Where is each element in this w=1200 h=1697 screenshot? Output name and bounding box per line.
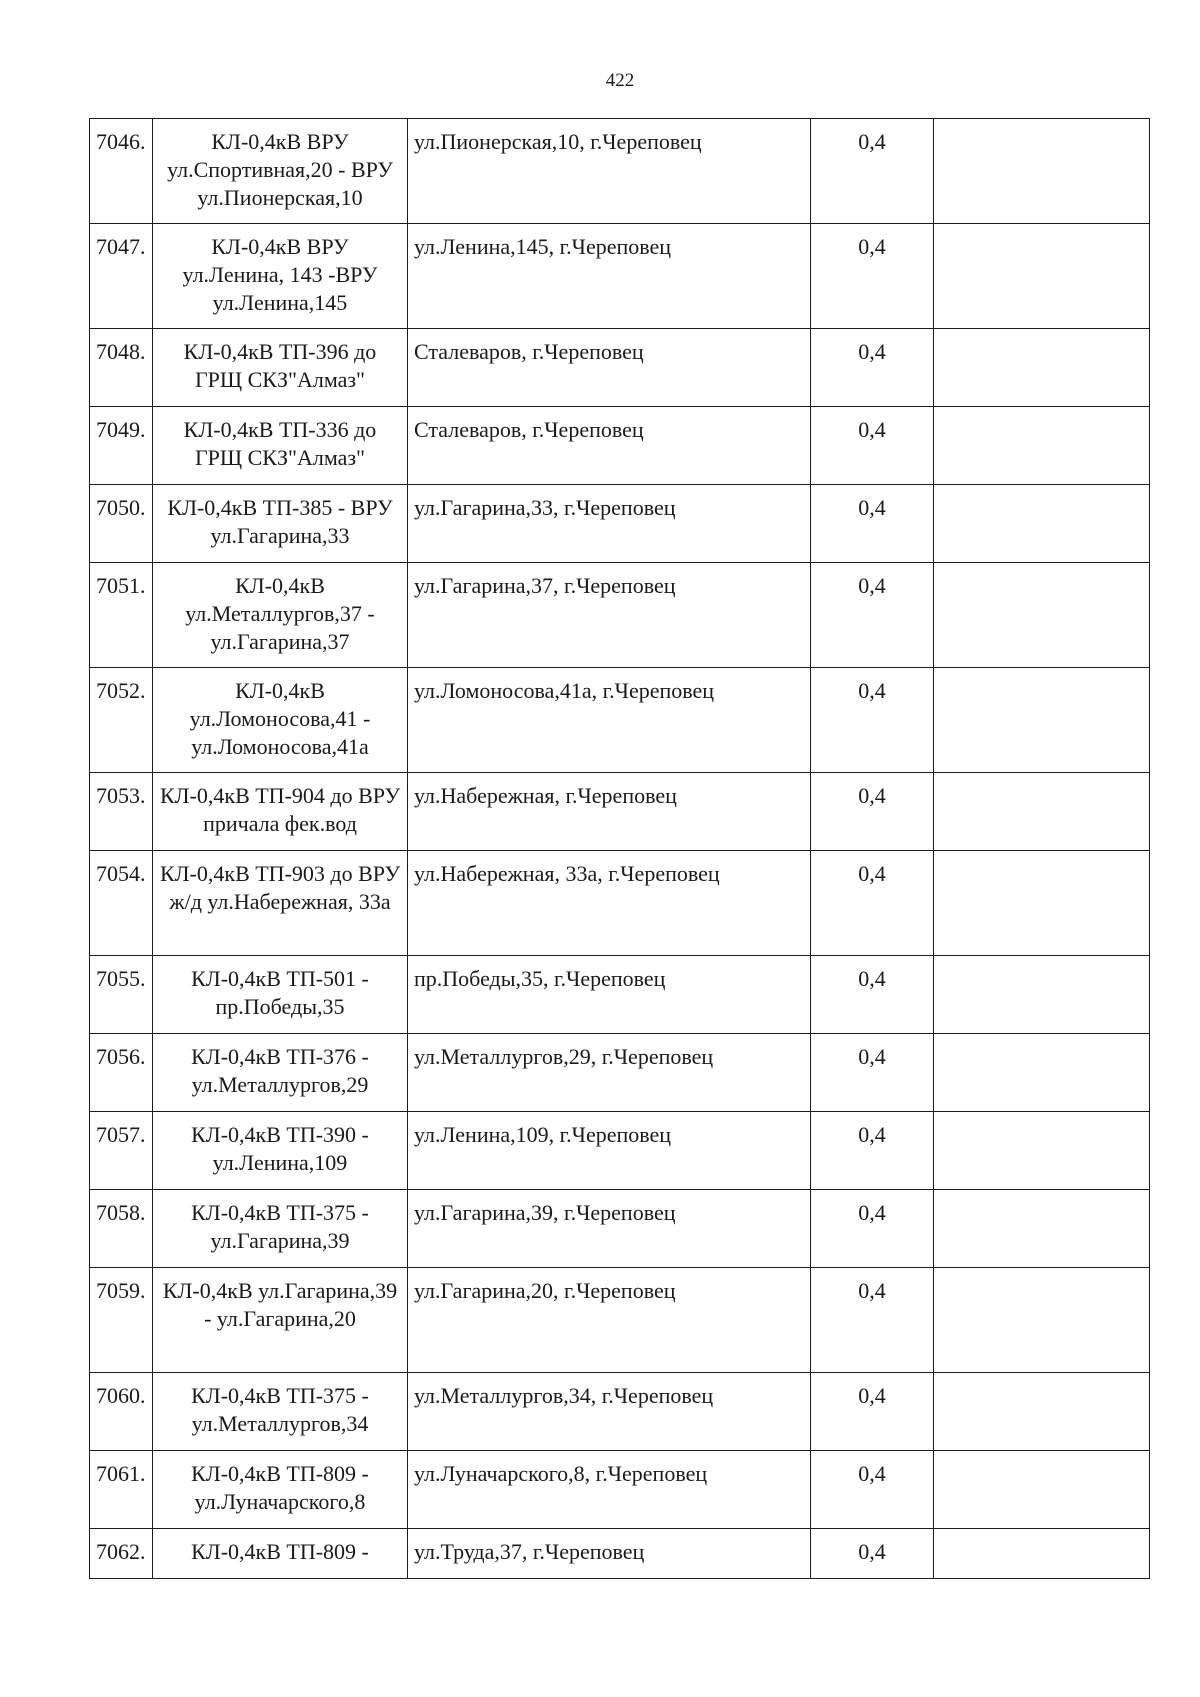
voltage: 0,4 <box>811 1529 934 1579</box>
table-row <box>90 119 1150 224</box>
table-row <box>90 773 1150 851</box>
table-row <box>90 1451 1150 1529</box>
extra-cell <box>934 563 1150 668</box>
row-number: 7049. <box>90 407 153 485</box>
cable-line-name: КЛ-0,4кВ ВРУ ул.Ленина, 143 -ВРУ ул.Ленина,145 <box>153 224 408 329</box>
voltage: 0,4 <box>811 407 934 485</box>
voltage: 0,4 <box>811 1268 934 1373</box>
extra-cell <box>934 1190 1150 1268</box>
address: ул.Ломоносова,41а, г.Череповец <box>408 668 811 773</box>
address: Сталеваров, г.Череповец <box>408 329 811 407</box>
cable-line-name: КЛ-0,4кВ ТП-375 - ул.Металлургов,34 <box>153 1373 408 1451</box>
row-number: 7058. <box>90 1190 153 1268</box>
voltage: 0,4 <box>811 1451 934 1529</box>
table-row <box>90 224 1150 329</box>
cable-line-name: КЛ-0,4кВ ТП-375 - ул.Гагарина,39 <box>153 1190 408 1268</box>
table-row <box>90 1529 1150 1579</box>
row-number: 7061. <box>90 1451 153 1529</box>
cable-line-name: КЛ-0,4кВ ТП-336 до ГРЩ СКЗ"Алмаз" <box>153 407 408 485</box>
address: ул.Набережная, г.Череповец <box>408 773 811 851</box>
address: ул.Ленина,145, г.Череповец <box>408 224 811 329</box>
registry-table-body <box>90 119 1150 1579</box>
table-row <box>90 851 1150 956</box>
cable-line-name: КЛ-0,4кВ ул.Гагарина,39 - ул.Гагарина,20 <box>153 1268 408 1373</box>
row-number: 7062. <box>90 1529 153 1579</box>
extra-cell <box>934 1034 1150 1112</box>
address: ул.Гагарина,20, г.Череповец <box>408 1268 811 1373</box>
extra-cell <box>934 329 1150 407</box>
row-number: 7048. <box>90 329 153 407</box>
voltage: 0,4 <box>811 224 934 329</box>
address: ул.Набережная, 33а, г.Череповец <box>408 851 811 956</box>
row-number: 7056. <box>90 1034 153 1112</box>
page-number: 422 <box>605 70 635 91</box>
extra-cell <box>934 119 1150 224</box>
address: пр.Победы,35, г.Череповец <box>408 956 811 1034</box>
row-number: 7050. <box>90 485 153 563</box>
voltage: 0,4 <box>811 563 934 668</box>
cable-line-name: КЛ-0,4кВ ТП-390 - ул.Ленина,109 <box>153 1112 408 1190</box>
voltage: 0,4 <box>811 1034 934 1112</box>
cable-line-name: КЛ-0,4кВ ул.Ломоносова,41 - ул.Ломоносова,41а <box>153 668 408 773</box>
address: ул.Металлургов,34, г.Череповец <box>408 1373 811 1451</box>
cable-line-name: КЛ-0,4кВ ТП-809 - ул.Луначарского,8 <box>153 1451 408 1529</box>
voltage: 0,4 <box>811 1112 934 1190</box>
voltage: 0,4 <box>811 773 934 851</box>
row-number: 7060. <box>90 1373 153 1451</box>
extra-cell <box>934 1451 1150 1529</box>
extra-cell <box>934 668 1150 773</box>
table-row <box>90 1112 1150 1190</box>
row-number: 7057. <box>90 1112 153 1190</box>
registry-table <box>89 118 1150 1579</box>
cable-line-name: КЛ-0,4кВ ТП-501 - пр.Победы,35 <box>153 956 408 1034</box>
extra-cell <box>934 1529 1150 1579</box>
table-row <box>90 1190 1150 1268</box>
row-number: 7054. <box>90 851 153 956</box>
voltage: 0,4 <box>811 1373 934 1451</box>
extra-cell <box>934 224 1150 329</box>
extra-cell <box>934 773 1150 851</box>
row-number: 7055. <box>90 956 153 1034</box>
voltage: 0,4 <box>811 119 934 224</box>
table-row <box>90 485 1150 563</box>
cable-line-name: КЛ-0,4кВ ТП-904 до ВРУ причала фек.вод <box>153 773 408 851</box>
cable-line-name: КЛ-0,4кВ ТП-903 до ВРУ ж/д ул.Набережная, 33а <box>153 851 408 956</box>
table-row <box>90 1034 1150 1112</box>
voltage: 0,4 <box>811 1190 934 1268</box>
extra-cell <box>934 1112 1150 1190</box>
extra-cell <box>934 1268 1150 1373</box>
address: ул.Ленина,109, г.Череповец <box>408 1112 811 1190</box>
extra-cell <box>934 485 1150 563</box>
address: ул.Гагарина,37, г.Череповец <box>408 563 811 668</box>
extra-cell <box>934 956 1150 1034</box>
row-number: 7051. <box>90 563 153 668</box>
voltage: 0,4 <box>811 956 934 1034</box>
table-row <box>90 1373 1150 1451</box>
table-row <box>90 668 1150 773</box>
extra-cell <box>934 1373 1150 1451</box>
extra-cell <box>934 407 1150 485</box>
cable-line-name: КЛ-0,4кВ ТП-809 - <box>153 1529 408 1579</box>
table-row <box>90 329 1150 407</box>
cable-line-name: КЛ-0,4кВ ВРУ ул.Спортивная,20 - ВРУ ул.Пионерская,10 <box>153 119 408 224</box>
extra-cell <box>934 851 1150 956</box>
cable-line-name: КЛ-0,4кВ ул.Металлургов,37 - ул.Гагарина,37 <box>153 563 408 668</box>
row-number: 7053. <box>90 773 153 851</box>
address: ул.Пионерская,10, г.Череповец <box>408 119 811 224</box>
row-number: 7052. <box>90 668 153 773</box>
cable-line-name: КЛ-0,4кВ ТП-396 до ГРЩ СКЗ"Алмаз" <box>153 329 408 407</box>
address: ул.Гагарина,39, г.Череповец <box>408 1190 811 1268</box>
address: ул.Гагарина,33, г.Череповец <box>408 485 811 563</box>
cable-line-name: КЛ-0,4кВ ТП-376 - ул.Металлургов,29 <box>153 1034 408 1112</box>
table-row <box>90 1268 1150 1373</box>
address: Сталеваров, г.Череповец <box>408 407 811 485</box>
voltage: 0,4 <box>811 485 934 563</box>
address: ул.Луначарского,8, г.Череповец <box>408 1451 811 1529</box>
voltage: 0,4 <box>811 329 934 407</box>
address: ул.Металлургов,29, г.Череповец <box>408 1034 811 1112</box>
address: ул.Труда,37, г.Череповец <box>408 1529 811 1579</box>
voltage: 0,4 <box>811 668 934 773</box>
row-number: 7047. <box>90 224 153 329</box>
table-row <box>90 956 1150 1034</box>
cable-line-name: КЛ-0,4кВ ТП-385 - ВРУ ул.Гагарина,33 <box>153 485 408 563</box>
row-number: 7059. <box>90 1268 153 1373</box>
row-number: 7046. <box>90 119 153 224</box>
table-row <box>90 563 1150 668</box>
voltage: 0,4 <box>811 851 934 956</box>
table-row <box>90 407 1150 485</box>
